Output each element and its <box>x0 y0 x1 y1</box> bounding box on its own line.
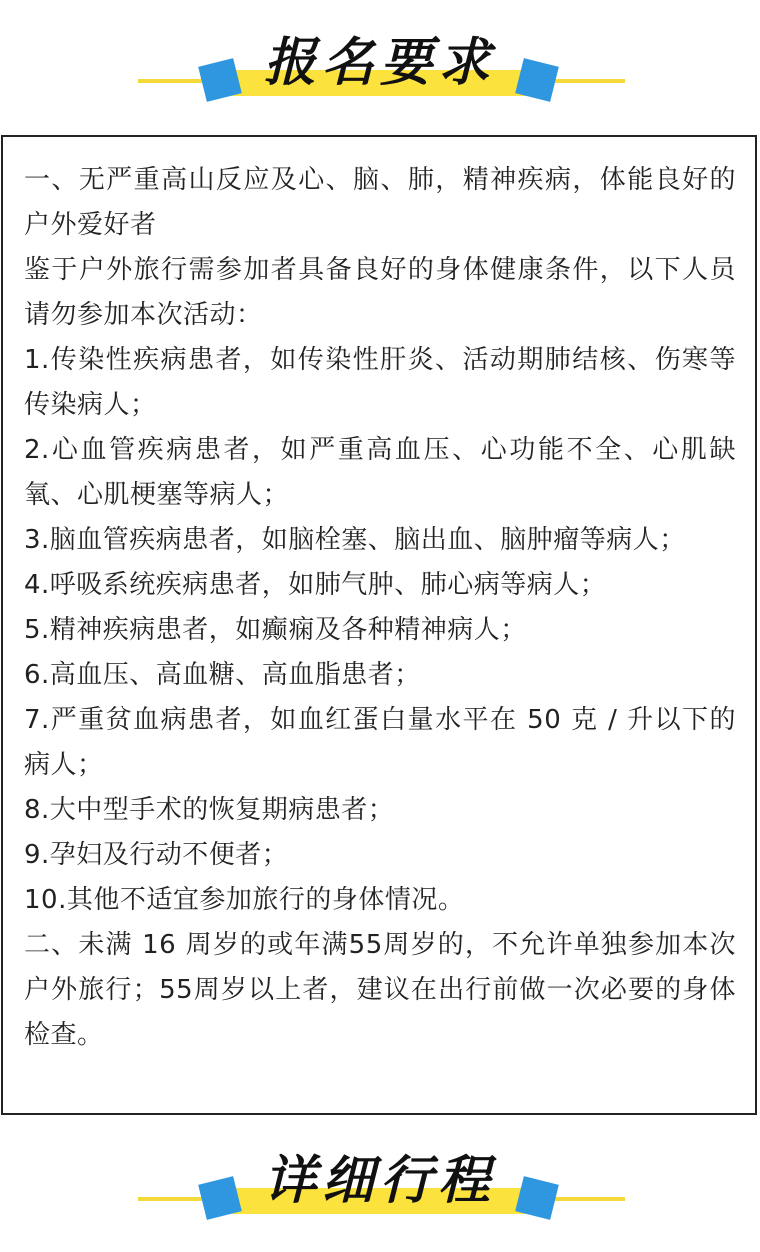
requirement-item: 6.高血压、高血糖、高血脂患者； <box>24 660 421 690</box>
section-header-registration <box>0 0 760 110</box>
requirement-item: 9.孕妇及行动不便者； <box>24 840 289 870</box>
requirements-box <box>1 135 757 1115</box>
requirement-paragraph: 鉴于户外旅行需参加者具备良好的身体健康条件，以下人员请勿参加本次活动： <box>24 255 736 330</box>
requirement-item: 7.严重贫血病患者，如血红蛋白量水平在 50 克 / 升以下的病人； <box>24 705 736 780</box>
requirement-item: 1.传染性疾病患者，如传染性肝炎、活动期肺结核、伤寒等传染病人； <box>24 345 736 420</box>
section-title: 详细行程 <box>263 1151 496 1211</box>
requirement-paragraph: 一、无严重高山反应及心、脑、肺，精神疾病，体能良好的户外爱好者 <box>24 165 736 240</box>
requirement-item: 3.脑血管疾病患者，如脑栓塞、脑出血、脑肿瘤等病人； <box>24 525 686 555</box>
requirement-item: 2.心血管疾病患者，如严重高血压、心功能不全、心肌缺氧、心肌梗塞等病人； <box>24 435 736 510</box>
section-title: 报名要求 <box>263 33 496 93</box>
requirement-paragraph: 二、未满 16 周岁的或年满55周岁的，不允许单独参加本次户外旅行；55周岁以上者，建议在出行前做一次必要的身体检查。 <box>24 930 736 1050</box>
requirement-item: 5.精神疾病患者，如癫痫及各种精神病人； <box>24 615 527 645</box>
section-header-itinerary <box>0 1118 760 1228</box>
requirement-item: 10.其他不适宜参加旅行的身体情况。 <box>24 885 465 915</box>
requirement-item: 4.呼吸系统疾病患者，如肺气肿、肺心病等病人； <box>24 570 607 600</box>
requirement-item: 8.大中型手术的恢复期病患者； <box>24 795 395 825</box>
